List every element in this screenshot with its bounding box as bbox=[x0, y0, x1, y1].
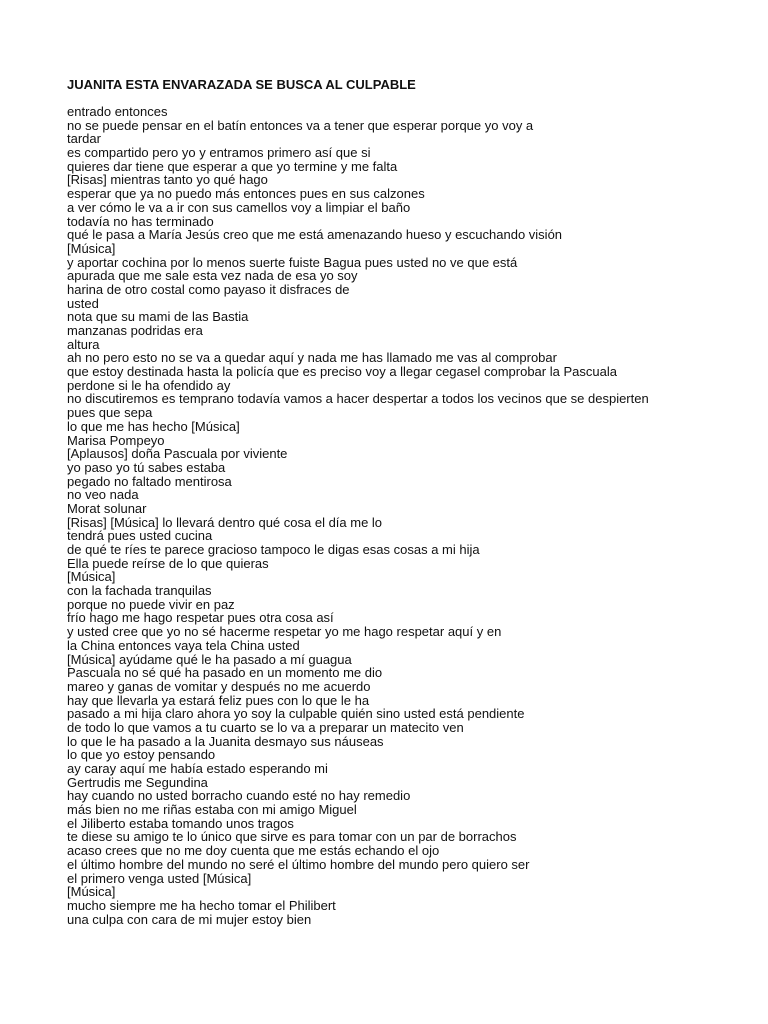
transcript-line: el último hombre del mundo no seré el último hombre del mundo pero quiero ser bbox=[67, 856, 530, 872]
document-body bbox=[67, 105, 757, 926]
transcript-line: acaso crees que no me doy cuenta que me estás echando el ojo bbox=[67, 843, 440, 859]
transcript-line: Pascuala no sé qué ha pasado en un momento me dio bbox=[67, 665, 383, 681]
transcript-line: el primero venga usted [Música] bbox=[67, 870, 252, 886]
transcript-line: [Música] bbox=[67, 569, 116, 585]
transcript-line: quieres dar tiene que esperar a que yo termine y me falta bbox=[67, 158, 398, 174]
transcript-line: apurada que me sale esta vez nada de esa yo soy bbox=[67, 268, 358, 284]
transcript-line: mucho siempre me ha hecho tomar el Philibert bbox=[67, 897, 336, 913]
transcript-line: [Aplausos] doña Pascuala por viviente bbox=[67, 446, 288, 462]
transcript-line: perdone si le ha ofendido ay bbox=[67, 377, 231, 393]
transcript-line: esperar que ya no puedo más entonces pues en sus calzones bbox=[67, 186, 425, 202]
transcript-line: lo que me has hecho [Música] bbox=[67, 418, 240, 434]
transcript-line: con la fachada tranquilas bbox=[67, 583, 212, 599]
transcript-line: todavía no has terminado bbox=[67, 213, 214, 229]
transcript-line: y usted cree que yo no sé hacerme respetar yo me hago respetar aquí y en bbox=[67, 624, 502, 640]
transcript-line: no se puede pensar en el batín entonces va a tener que esperar porque yo voy a bbox=[67, 117, 534, 133]
transcript-line: Gertrudis me Segundina bbox=[67, 774, 208, 790]
transcript-line: de todo lo que vamos a tu cuarto se lo va a preparar un matecito ven bbox=[67, 719, 464, 735]
transcript-line: que estoy destinada hasta la policía que es preciso voy a llegar cegasel comprobar la Pascuala bbox=[67, 364, 617, 380]
transcript-line: entrado entonces bbox=[67, 104, 168, 119]
transcript-line: qué le pasa a María Jesús creo que me está amenazando hueso y escuchando visión bbox=[67, 227, 563, 243]
transcript-line: tardar bbox=[67, 131, 101, 147]
transcript-line: a ver cómo le va a ir con sus camellos voy a limpiar el baño bbox=[67, 199, 411, 215]
transcript-line: yo paso yo tú sabes estaba bbox=[67, 459, 226, 475]
transcript-line: porque no puede vivir en paz bbox=[67, 596, 235, 612]
transcript-line: harina de otro costal como payaso it disfraces de bbox=[67, 281, 350, 297]
transcript-line: nota que su mami de las Bastia bbox=[67, 309, 249, 325]
transcript-line: [Música] bbox=[67, 884, 116, 900]
transcript-line: hay que llevarla ya estará feliz pues con lo que le ha bbox=[67, 692, 370, 708]
transcript-line: el Jiliberto estaba tomando unos tragos bbox=[67, 815, 294, 831]
transcript-line: pegado no faltado mentirosa bbox=[67, 473, 232, 489]
transcript-line: la China entonces vaya tela China usted bbox=[67, 637, 300, 653]
transcript-line: altura bbox=[67, 336, 100, 352]
transcript-line: lo que yo estoy pensando bbox=[67, 747, 216, 763]
transcript-line: más bien no me riñas estaba con mi amigo Miguel bbox=[67, 802, 357, 818]
transcript-line: Morat solunar bbox=[67, 500, 147, 516]
transcript-line: [Música] ayúdame qué le ha pasado a mí guagua bbox=[67, 651, 352, 667]
transcript-line: mareo y ganas de vomitar y después no me acuerdo bbox=[67, 678, 371, 694]
transcript-line: [Música] bbox=[67, 240, 116, 256]
transcript-line: Marisa Pompeyo bbox=[67, 432, 165, 448]
transcript-line: tendrá pues usted cucina bbox=[67, 528, 213, 544]
transcript-line: no veo nada bbox=[67, 487, 139, 503]
transcript-line: [Risas] [Música] lo llevará dentro qué cosa el día me lo bbox=[67, 514, 383, 530]
transcript-line: hay cuando no usted borracho cuando esté no hay remedio bbox=[67, 788, 411, 804]
transcript-line: y aportar cochina por lo menos suerte fuiste Bagua pues usted no ve que está bbox=[67, 254, 518, 270]
transcript-line: manzanas podridas era bbox=[67, 323, 203, 338]
transcript-line: es compartido pero yo y entramos primero así que si bbox=[67, 145, 371, 161]
transcript-line: no discutiremos es temprano todavía vamos a hacer despertar a todos los vecinos que se despierten bbox=[67, 391, 649, 407]
transcript-line: una culpa con cara de mi mujer estoy bien bbox=[67, 911, 312, 927]
transcript-line: [Risas] mientras tanto yo qué hago bbox=[67, 172, 268, 188]
transcript-line: ay caray aquí me había estado esperando mi bbox=[67, 761, 328, 776]
transcript-line: Ella puede reírse de lo que quieras bbox=[67, 555, 269, 571]
transcript-line: usted bbox=[67, 295, 99, 311]
transcript-line: lo que le ha pasado a la Juanita desmayo sus náuseas bbox=[67, 733, 384, 749]
transcript-line: pues que sepa bbox=[67, 405, 153, 421]
transcript-line: pasado a mi hija claro ahora yo soy la culpable quién sino usted está pendiente bbox=[67, 706, 525, 722]
transcript-line: te diese su amigo te lo único que sirve es para tomar con un par de borrachos bbox=[67, 829, 517, 845]
transcript-line: frío hago me hago respetar pues otra cosa así bbox=[67, 610, 334, 626]
document-title: JUANITA ESTA ENVARAZADA SE BUSCA AL CULPABLE bbox=[67, 77, 416, 92]
transcript-line: ah no pero esto no se va a quedar aquí y nada me has llamado me vas al comprobar bbox=[67, 350, 557, 366]
transcript-line: de qué te ríes te parece gracioso tampoco le digas esas cosas a mi hija bbox=[67, 542, 480, 557]
